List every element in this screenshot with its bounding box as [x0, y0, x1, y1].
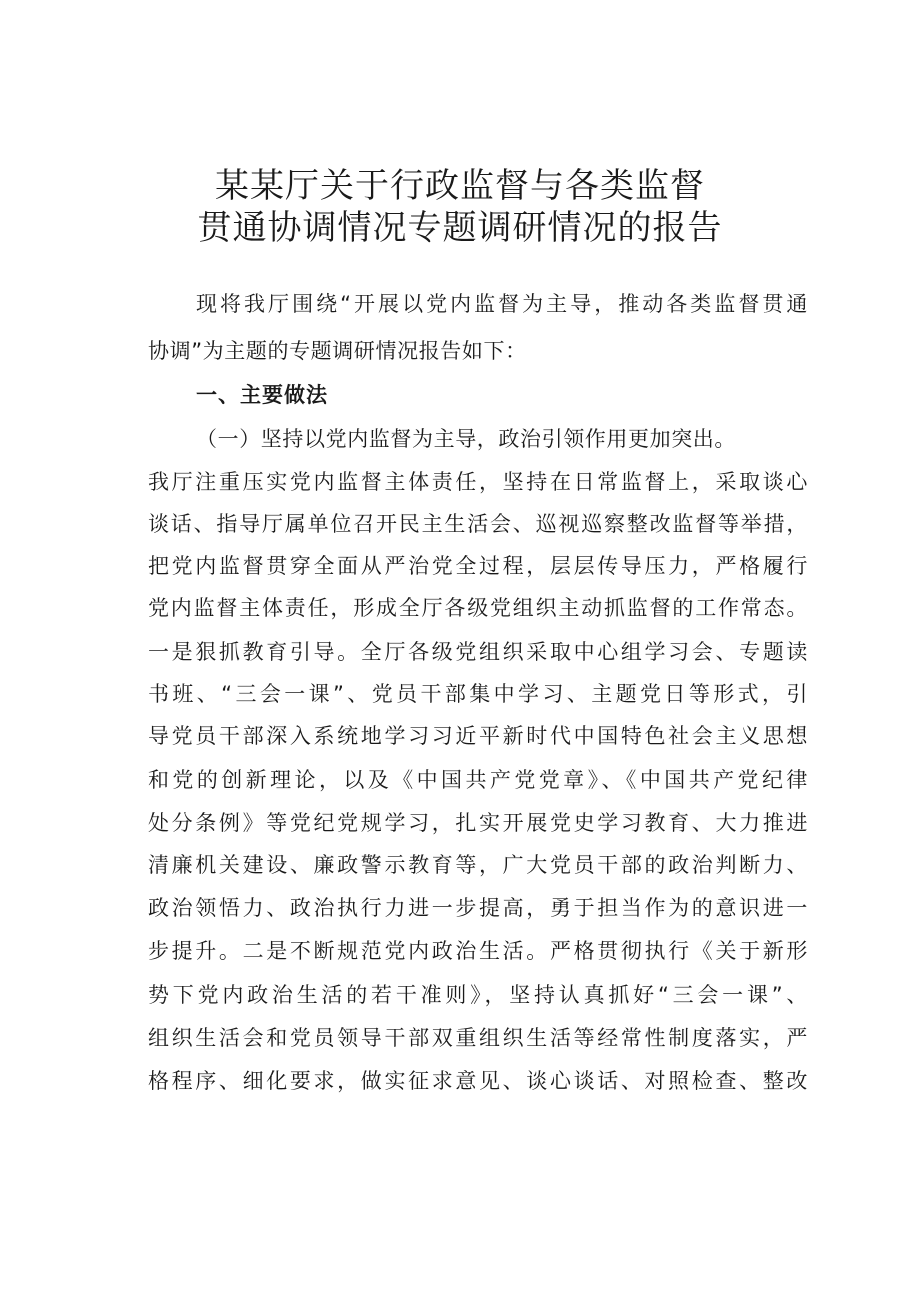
body-line: 政治领悟力、政治执行力进一步提高，勇于担当作为的意识进一	[148, 896, 808, 920]
document-title-line-2: 贯通协调情况专题调研情况的报告	[197, 208, 723, 248]
body-line: 处分条例》等党纪党规学习，扎实开展党史学习教育、大力推进	[148, 811, 808, 835]
intro-line-1: 现将我厅围绕“开展以党内监督为主导，推动各类监督贯通	[196, 292, 808, 316]
document-title-line-1: 某某厅关于行政监督与各类监督	[215, 166, 705, 206]
body-line: 我厅注重压实党内监督主体责任，坚持在日常监督上，采取谈心	[148, 470, 808, 494]
body-line: 把党内监督贯穿全面从严治党全过程，层层传导压力，严格履行	[148, 554, 808, 578]
body-line: 一是狠抓教育引导。全厅各级党组织采取中心组学习会、专题读	[148, 640, 808, 664]
body-line: 导党员干部深入系统地学习习近平新时代中国特色社会主义思想	[148, 724, 808, 748]
body-line: 步提升。二是不断规范党内政治生活。严格贯彻执行《关于新形	[148, 939, 808, 963]
body-line: 组织生活会和党员领导干部双重组织生活等经常性制度落实，严	[148, 1026, 808, 1050]
body-line: 和党的创新理论，以及《中国共产党党章》、《中国共产党纪律	[148, 768, 808, 792]
body-line: 谈话、指导厅属单位召开民主生活会、巡视巡察整改监督等举措，	[148, 512, 808, 536]
section-heading: 一、主要做法	[196, 383, 328, 407]
body-line: 势下党内政治生活的若干准则》，坚持认真抓好“三会一课”、	[148, 983, 808, 1007]
body-line: 书班、“三会一课”、党员干部集中学习、主题党日等形式，引	[148, 682, 808, 706]
body-line: 党内监督主体责任，形成全厅各级党组织主动抓监督的工作常态。	[148, 596, 808, 620]
intro-line-2: 协调”为主题的专题调研情况报告如下：	[148, 339, 527, 363]
body-line: 格程序、细化要求，做实征求意见、谈心谈话、对照检查、整改	[148, 1069, 808, 1093]
body-line: 清廉机关建设、廉政警示教育等，广大党员干部的政治判断力、	[148, 853, 808, 877]
subsection-heading: （一）坚持以党内监督为主导，政治引领作用更加突出。	[196, 427, 736, 451]
